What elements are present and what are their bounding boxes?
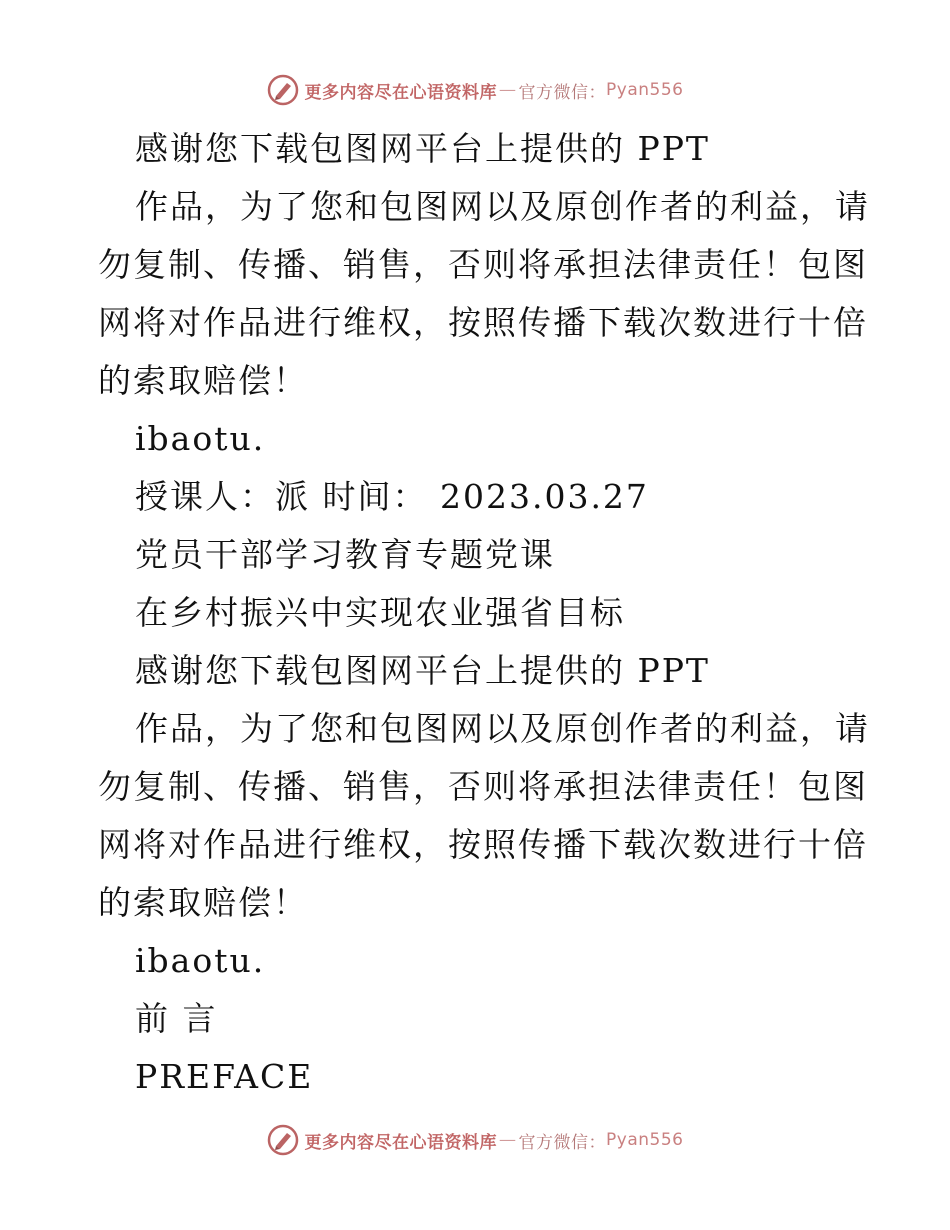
- text-line: 作品，为了您和包图网以及原创作者的利益，请: [135, 187, 870, 226]
- watermark-wechat-id: Pyan556: [606, 1130, 684, 1150]
- text-line: 感谢您下载包图网平台上提供的 PPT: [135, 651, 710, 690]
- text-line: ibaotu.: [135, 941, 266, 980]
- brand-logo-icon: [267, 74, 299, 106]
- watermark-wechat-id: Pyan556: [606, 80, 684, 100]
- preface-heading: 前 言: [135, 999, 218, 1038]
- footer-watermark: [0, 1120, 950, 1160]
- topic-title-line: 在乡村振兴中实现农业强省目标: [135, 593, 625, 632]
- watermark-main-text: 更多内容尽在心语资料库: [304, 82, 498, 103]
- document-body: [98, 120, 870, 1106]
- lecturer-date-line: 授课人：派 时间： 2023.03.27: [135, 477, 649, 516]
- watermark-wechat-label: 官方微信：: [518, 82, 607, 103]
- text-line: 的索取赔偿！: [98, 883, 308, 922]
- course-title-line: 党员干部学习教育专题党课: [135, 535, 555, 574]
- brand-logo-icon: [267, 1124, 299, 1156]
- text-line: 作品，为了您和包图网以及原创作者的利益，请: [135, 709, 870, 748]
- text-line: 的索取赔偿！: [98, 361, 308, 400]
- header-watermark: [0, 70, 950, 110]
- text-line: 网将对作品进行维权，按照传播下载次数进行十倍: [98, 825, 868, 864]
- text-line: 网将对作品进行维权，按照传播下载次数进行十倍: [98, 303, 868, 342]
- watermark-wechat-label: 官方微信：: [518, 1132, 607, 1153]
- watermark-separator: —: [499, 1130, 517, 1150]
- preface-english-heading: PREFACE: [135, 1057, 314, 1096]
- text-line: 勿复制、传播、销售，否则将承担法律责任！包图: [98, 245, 868, 284]
- watermark-main-text: 更多内容尽在心语资料库: [304, 1132, 498, 1153]
- text-line: 勿复制、传播、销售，否则将承担法律责任！包图: [98, 767, 868, 806]
- text-line: ibaotu.: [135, 419, 266, 458]
- watermark-separator: —: [499, 80, 517, 100]
- text-line: 感谢您下载包图网平台上提供的 PPT: [135, 129, 710, 168]
